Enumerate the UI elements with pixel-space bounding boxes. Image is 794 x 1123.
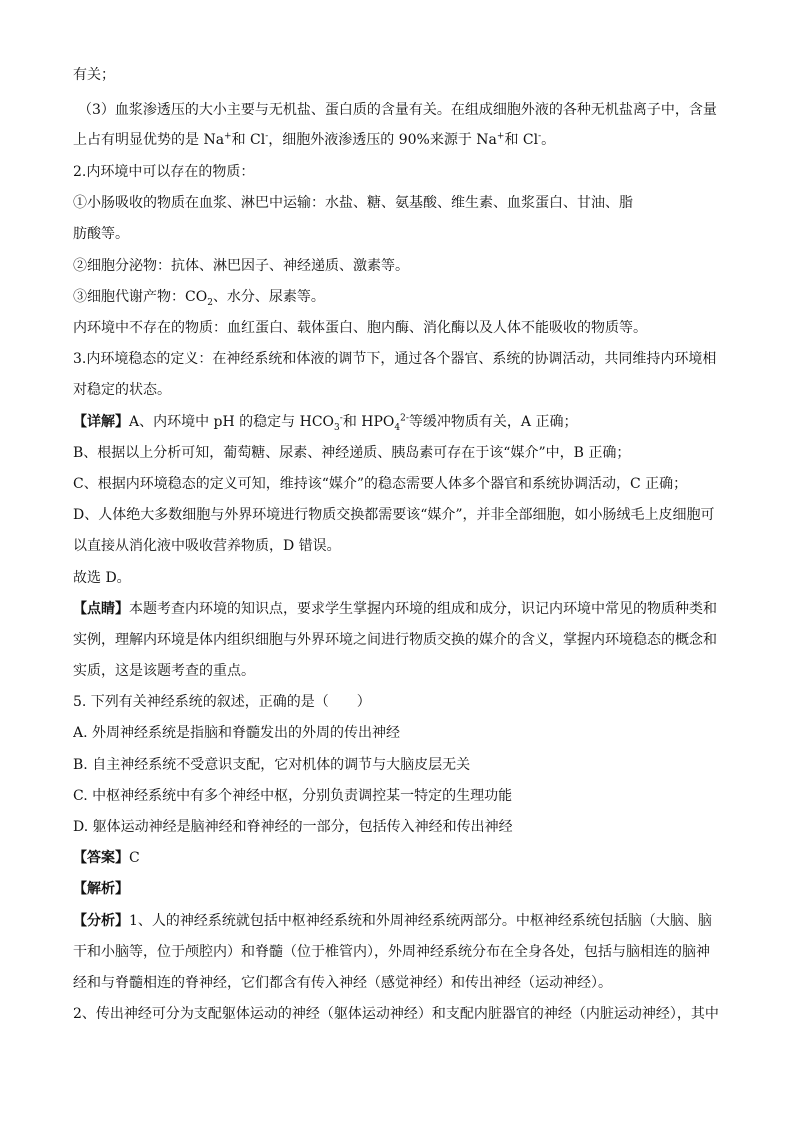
text-line: 干和小脑等，位于颅腔内）和脊髓（位于椎管内），外周神经系统分布在全身各处，包括与脑相连的脑神 — [73, 944, 710, 960]
subscript: 2 — [207, 297, 213, 306]
option-a: A. 外周神经系统是指脑和脊髓发出的外周的传出神经 — [73, 725, 401, 741]
text-line: 经和与脊髓相连的脊神经，它们都含有传入神经（感觉神经）和传出神经（运动神经）。 — [73, 975, 612, 991]
superscript: - — [538, 131, 542, 142]
text-span: ，细胞外液渗透压的 90%来源于 Na — [268, 132, 497, 148]
text-line: D、人体绝大多数细胞与外界环境进行物质交换都需要该“媒介”，并非全部细胞，如小肠绒毛上皮细胞可 — [73, 507, 715, 523]
text-line: （3）血浆渗透压的大小主要与无机盐、蛋白质的含量有关。在组成细胞外液的各种无机盐离子中，含量 — [78, 102, 717, 118]
superscript: + — [496, 131, 505, 142]
text-line: 肪酸等。 — [73, 226, 129, 242]
subscript: 3 — [334, 422, 340, 431]
subscript: 4 — [394, 422, 401, 431]
text-span: ③细胞代谢产物：CO — [73, 289, 208, 305]
text-span: 1、人的神经系统就包括中枢神经系统和外周神经系统两部分。中枢神经系统包括脑（大脑、脑 — [129, 913, 712, 929]
text-span: 本题考查内环境的知识点，要求学生掌握内环境的组成和成分，识记内环境中常见的物质种类和 — [129, 601, 717, 617]
superscript: 2- — [400, 413, 409, 424]
option-b: B. 自主神经系统不受意识支配，它对机体的调节与大脑皮层无关 — [73, 757, 471, 773]
text-line: 对稳定的状态。 — [73, 382, 171, 398]
text-line: 内环境中不存在的物质：血红蛋白、载体蛋白、胞内酶、消化酶以及人体不能吸收的物质等。 — [73, 320, 647, 336]
text-line: ②细胞分泌物：抗体、淋巴因子、神经递质、激素等。 — [73, 258, 409, 274]
text-span: A、内环境中 pH 的稳定与 HCO — [129, 414, 335, 430]
text-span: 、水分、尿素等。 — [212, 289, 325, 305]
superscript: - — [265, 131, 269, 142]
text-span: 和 Cl — [231, 132, 266, 148]
text-line: 2、传出神经可分为支配躯体运动的神经（躯体运动神经）和支配内脏器官的神经（内脏运动神经），其中 — [73, 1006, 719, 1022]
section-label: 【解析】 — [73, 881, 129, 897]
text-span: 上占有明显优势的是 Na — [73, 132, 225, 148]
text-line — [73, 413, 724, 431]
answer-line — [73, 849, 724, 867]
text-line: C、根据内环境稳态的定义可知，维持该“媒介”的稳态需要人体多个器官和系统协调活动，C 正确； — [73, 476, 688, 492]
text-line — [73, 288, 724, 306]
text-line: 实质，这是该题考查的重点。 — [73, 663, 255, 679]
text-line: 以直接从消化液中吸收营养物质，D 错误。 — [73, 538, 341, 554]
text-line: B、根据以上分析可知，葡萄糖、尿素、神经递质、胰岛素可存在于该“媒介”中，B 正确； — [73, 445, 631, 461]
option-d: D. 躯体运动神经是脑神经和脊神经的一部分，包括传入神经和传出神经 — [73, 819, 513, 835]
text-span: 和 HPO — [342, 414, 395, 430]
text-line: 故选 D。 — [73, 570, 131, 586]
text-span: 和 Cl — [504, 132, 539, 148]
section-label: 【详解】 — [73, 414, 129, 430]
answer-value: C — [129, 850, 140, 866]
text-line: ①小肠吸收的物质在血浆、淋巴中运输：水盐、糖、氨基酸、维生素、血浆蛋白、甘油、脂 — [73, 195, 633, 211]
section-label: 【点睛】 — [73, 601, 129, 617]
section-label: 【答案】 — [73, 850, 129, 866]
text-span: 。 — [541, 132, 556, 148]
section-label: 【分析】 — [73, 913, 129, 929]
text-line: 3.内环境稳态的定义：在神经系统和体液的调节下，通过各个器官、系统的协调活动，共同维持内环境相 — [73, 351, 717, 367]
text-line: 有关； — [73, 67, 115, 83]
text-line — [73, 912, 724, 930]
question-stem: 5. 下列有关神经系统的叙述，正确的是（ ） — [73, 694, 371, 710]
text-line: 2.内环境中可以存在的物质： — [73, 164, 255, 180]
text-line — [73, 600, 724, 618]
text-line — [73, 131, 724, 149]
superscript: + — [224, 131, 232, 142]
option-c: C. 中枢神经系统中有多个神经中枢，分别负责调控某一特定的生理功能 — [73, 788, 513, 804]
text-span: 等缓冲物质有关，A 正确； — [408, 414, 578, 430]
text-line: 实例，理解内环境是体内组织细胞与外界环境之间进行物质交换的媒介的含义，掌握内环境稳态的概念和 — [73, 632, 717, 648]
superscript: - — [339, 413, 343, 424]
